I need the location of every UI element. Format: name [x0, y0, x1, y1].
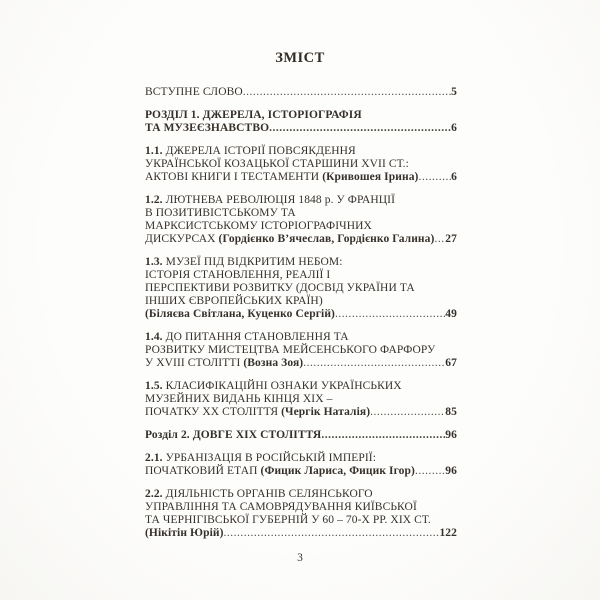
toc-page-number: 6 [451, 171, 457, 183]
toc-entry-text [145, 501, 417, 513]
toc-text-segment: 1.4. [145, 331, 166, 343]
toc-entry-line [145, 282, 457, 295]
toc-entry-line [145, 452, 457, 465]
toc-text-segment: ІСТОРІЯ СТАНОВЛЕННЯ, РЕАЛІЇ І [145, 269, 331, 281]
toc-entry-line [145, 488, 457, 501]
toc-entry-line [145, 429, 457, 442]
toc-text-segment: ІНШИХ ЄВРОПЕЙСЬКИХ КРАЇН) [145, 295, 323, 307]
toc-text-segment: ЛЮТНЕВА РЕВОЛЮЦІЯ 1848 р. У ФРАНЦІЇ [165, 194, 396, 206]
toc-entry-line [145, 171, 457, 184]
dot-leader [370, 406, 445, 419]
toc-text-segment: ДЖЕРЕЛА ІСТОРІЇ ПОВСЯКДЕННЯ [165, 145, 356, 157]
toc-text-segment: ДО ПИТАННЯ СТАНОВЛЕННЯ ТА [165, 331, 349, 343]
toc-text-segment: УРБАНІЗАЦІЯ В РОСІЙСЬКІЙ ІМПЕРІЇ: [165, 452, 377, 464]
toc-text-segment: ВСТУПНЕ СЛОВО [145, 86, 243, 98]
dot-leader [269, 122, 451, 135]
toc-text-segment: (Фицик Лариса, Фицик Ігор) [260, 465, 415, 477]
toc-entry-text [145, 406, 370, 419]
toc-entry-line [145, 122, 457, 135]
dot-leader [303, 357, 445, 370]
toc-page-number: 6 [451, 122, 457, 134]
toc-text-segment: КЛАСИФІКАЦІЙНІ ОЗНАКИ УКРАЇНСЬКИХ [165, 380, 402, 392]
toc-entry-text [145, 344, 435, 356]
toc-entry [145, 429, 457, 442]
toc-entry-text [145, 357, 303, 370]
toc-entry [145, 331, 457, 370]
page-title: ЗМІСТ [275, 50, 325, 66]
toc-entry [145, 488, 457, 540]
toc-text-segment: ТА ЧЕРНІГІВСЬКОЇ ГУБЕРНІЙ У 60 – 70-Х РР. XIX СТ. [145, 514, 431, 526]
toc-entry-text [145, 269, 330, 281]
toc-page-number: 49 [445, 308, 457, 320]
toc-entry-text [145, 452, 376, 464]
toc-entry-line [145, 109, 457, 122]
dot-leader [243, 86, 451, 99]
toc-text-segment: 1.3. [145, 256, 166, 268]
toc-text-segment: ДІЯЛЬНІСТЬ ОРГАНІВ СЕЛЯНСЬКОГО [165, 488, 373, 500]
toc-text-segment: МУЗЕЇ ПІД ВІДКРИТИМ НЕБОМ: [165, 256, 343, 268]
toc-text-segment: ПОЧАТКУ XX СТОЛІТТЯ [145, 406, 282, 418]
toc-list [145, 86, 457, 550]
dot-leader [335, 308, 445, 321]
toc-entry-line [145, 344, 457, 357]
toc-text-segment: (Чергік Наталія) [281, 406, 371, 418]
toc-text-segment: У XVIII СТОЛІТТІ [145, 357, 244, 369]
toc-entry-text [145, 308, 335, 321]
toc-entry-text [145, 331, 349, 343]
toc-entry-text [145, 256, 343, 268]
toc-text-segment: (Возна Зоя) [243, 357, 304, 369]
toc-entry-line [145, 527, 457, 540]
toc-entry [145, 380, 457, 419]
toc-text-segment: МУЗЕЙНИХ ВИДАНЬ КІНЦЯ XIX – [145, 393, 333, 405]
toc-entry [145, 109, 457, 135]
toc-entry-text [145, 233, 434, 246]
toc-entry-line [145, 406, 457, 419]
toc-entry-text [145, 282, 415, 294]
toc-text-segment: УКРАЇНСЬКОЇ КОЗАЦЬКОЇ СТАРШИНИ XVII СТ.: [145, 158, 409, 170]
toc-entry-line [145, 380, 457, 393]
toc-text-segment: МАРКСИСТСЬКОМУ ІСТОРІОГРАФІЧНИХ [145, 220, 372, 232]
toc-entry-line [145, 233, 457, 246]
toc-text-segment: РОЗВИТКУ МИСТЕЦТВА МЕЙСЕНСЬКОГО ФАРФОРУ [145, 344, 436, 356]
toc-page-number: 67 [445, 357, 457, 369]
toc-page-number: 5 [451, 86, 457, 98]
dot-leader [434, 233, 445, 246]
toc-entry-text [145, 220, 372, 232]
toc-text-segment: 1.1. [145, 145, 166, 157]
toc-text-segment: ПЕРСПЕКТИВИ РОЗВИТКУ (ДОСВІД УКРАЇНИ ТА [145, 282, 415, 294]
toc-entry-line [145, 207, 457, 220]
toc-page-number: 96 [445, 465, 457, 477]
toc-text-segment: УПРАВЛІННЯ ТА САМОВРЯДУВАННЯ КИЇВСЬКОЇ [145, 501, 417, 513]
toc-entry [145, 452, 457, 478]
toc-entry-text [145, 527, 224, 540]
toc-entry-line [145, 158, 457, 171]
toc-text-segment: АКТОВІ КНИГИ І ТЕСТАМЕНТИ [145, 171, 323, 183]
toc-page-number: 122 [439, 527, 457, 539]
toc-text-segment: ПОЧАТКОВИЙ ЕТАП [145, 465, 261, 477]
toc-page-number: 96 [445, 429, 457, 441]
dot-leader [415, 465, 445, 478]
toc-entry-line [145, 194, 457, 207]
toc-entry-text [145, 380, 402, 392]
dot-leader [224, 527, 440, 540]
toc-entry-text [145, 429, 321, 442]
toc-entry-line [145, 269, 457, 282]
toc-entry-line [145, 514, 457, 527]
toc-text-segment: 1.2. [145, 194, 166, 206]
toc-text-segment: РОЗДІЛ 1. ДЖЕРЕЛА, ІСТОРІОГРАФІЯ [145, 109, 362, 121]
toc-text-segment: 2.1. [145, 452, 166, 464]
toc-entry-line [145, 393, 457, 406]
toc-text-segment: (Кривошея Ірина) [322, 171, 419, 183]
toc-entry-text [145, 122, 269, 135]
toc-entry-text [145, 488, 373, 500]
toc-entry-text [145, 109, 362, 121]
toc-entry-text [145, 194, 395, 206]
toc-text-segment: 2.2. [145, 488, 166, 500]
toc-entry-text [145, 207, 296, 219]
toc-entry-text [145, 465, 415, 478]
toc-text-segment: (Нікітін Юрій) [145, 527, 224, 539]
toc-entry-line [145, 308, 457, 321]
toc-entry-text [145, 158, 409, 170]
toc-entry-line [145, 357, 457, 370]
toc-entry-text [145, 86, 243, 99]
toc-entry-line [145, 86, 457, 99]
toc-text-segment: ТА МУЗЕЄЗНАВСТВО [145, 122, 270, 134]
toc-text-segment: Розділ 2. ДОВГЕ XIX СТОЛІТТЯ [145, 429, 322, 441]
toc-entry-text [145, 295, 323, 307]
toc-page-number: 27 [445, 233, 457, 245]
toc-entry-text [145, 393, 332, 405]
toc-entry [145, 256, 457, 321]
dot-leader [418, 171, 451, 184]
toc-text-segment: (Гордієнко В’ячеслав, Гордієнко Галина) [218, 233, 435, 245]
toc-entry [145, 145, 457, 184]
toc-entry-line [145, 220, 457, 233]
toc-entry-line [145, 331, 457, 344]
toc-text-segment: 1.5. [145, 380, 166, 392]
toc-entry-line [145, 295, 457, 308]
dot-leader [321, 429, 445, 442]
toc-entry-text [145, 171, 418, 184]
footer-page-number: 3 [297, 552, 303, 564]
toc-entry [145, 86, 457, 99]
toc-page-number: 85 [445, 406, 457, 418]
toc-entry-line [145, 145, 457, 158]
toc-text-segment: В ПОЗИТИВІСТСЬКОМУ ТА [145, 207, 296, 219]
toc-text-segment: ДИСКУРСАХ [145, 233, 219, 245]
toc-entry-text [145, 514, 431, 526]
toc-entry-line [145, 465, 457, 478]
toc-entry-line [145, 501, 457, 514]
toc-text-segment: (Біляєва Світлана, Куценко Сергій) [145, 308, 335, 320]
toc-entry-text [145, 145, 356, 157]
toc-entry [145, 194, 457, 246]
toc-entry-line [145, 256, 457, 269]
